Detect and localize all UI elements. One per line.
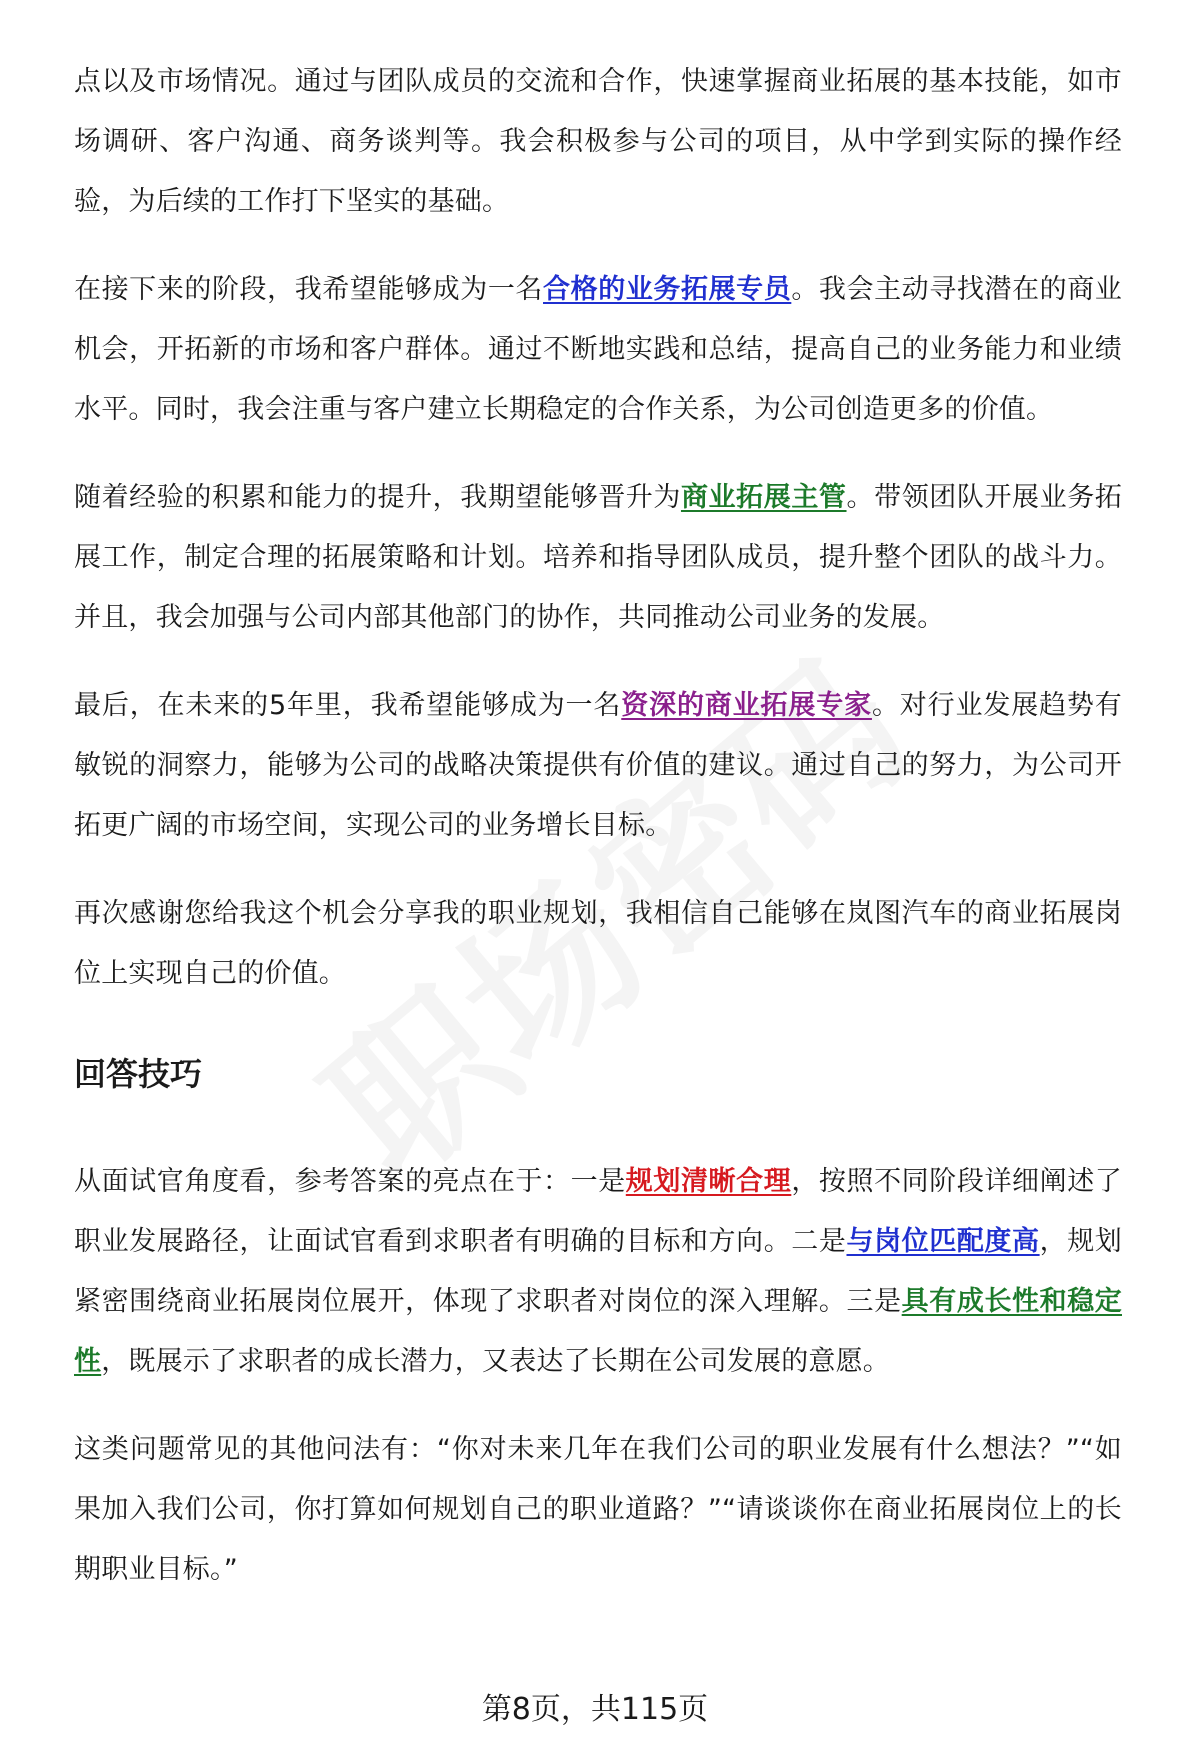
page-footer: 第8页，共115页 — [481, 1692, 709, 1727]
section-heading: 回答技巧 — [74, 1055, 203, 1093]
highlight-qualified-specialist: 合格的业务拓展专员 — [543, 274, 792, 305]
highlight-clear-plan: 规划清晰合理 — [625, 1166, 792, 1197]
tips-1-before: 从面试官角度看，参考答案的亮点在于：一是 — [74, 1166, 626, 1197]
paragraph-2-before: 在接下来的阶段，我希望能够成为一名 — [74, 274, 544, 305]
tips-1-mid2: ，规划紧密围绕商业拓展岗位展开，体现了求职者对岗位的深入理解。三是 — [74, 1226, 1122, 1317]
paragraph-3-after: 。带领团队开展业务拓展工作，制定合理的拓展策略和计划。培养和指导团队成员，提升整个团队的战斗力。并且，我会加强与公司内部其他部门的协作，共同推动公司业务的发展。 — [74, 482, 1123, 633]
tips-1-mid1: ，按照不同阶段详细阐述了职业发展路径，让面试官看到求职者有明确的目标和方向。二是 — [74, 1166, 1123, 1257]
highlight-job-match: 与岗位匹配度高 — [846, 1226, 1040, 1257]
highlight-supervisor: 商业拓展主管 — [680, 482, 847, 513]
paragraph-2 — [74, 260, 1122, 440]
tips-paragraph-1 — [74, 1152, 1122, 1392]
paragraph-5-text: 再次感谢您给我这个机会分享我的职业规划，我相信自己能够在岚图汽车的商业拓展岗位上实现自己的价值。 — [74, 898, 1122, 989]
paragraph-3-before: 随着经验的积累和能力的提升，我期望能够晋升为 — [74, 482, 681, 513]
paragraph-4 — [74, 676, 1122, 856]
paragraph-2-after: 。我会主动寻找潜在的商业机会，开拓新的市场和客户群体。通过不断地实践和总结，提高自己的业务能力和业绩水平。同时，我会注重与客户建立长期稳定的合作关系，为公司创造更多的价值。 — [74, 274, 1122, 425]
tips-2-text: 这类问题常见的其他问法有：“你对未来几年在我们公司的职业发展有什么想法？”“如果加入我们公司，你打算如何规划自己的职业道路？”“请谈谈你在商业拓展岗位上的长期职业目标。” — [74, 1434, 1122, 1585]
paragraph-4-after: 。对行业发展趋势有敏锐的洞察力，能够为公司的战略决策提供有价值的建议。通过自己的努力，为公司开拓更广阔的市场空间，实现公司的业务增长目标。 — [74, 690, 1122, 841]
tips-1-after: ，既展示了求职者的成长潜力，又表达了长期在公司发展的意愿。 — [101, 1346, 891, 1377]
tips-paragraph-2 — [74, 1420, 1122, 1600]
paragraph-4-before: 最后，在未来的5年里，我希望能够成为一名 — [74, 690, 622, 721]
highlight-growth-stability: 具有成长性和稳定性 — [74, 1286, 1122, 1377]
paragraph-1 — [74, 52, 1122, 232]
document-page — [74, 52, 1122, 1628]
highlight-senior-expert: 资深的商业拓展专家 — [621, 690, 872, 721]
paragraph-1-text: 点以及市场情况。通过与团队成员的交流和合作，快速掌握商业拓展的基本技能，如市场调研、客户沟通、商务谈判等。我会积极参与公司的项目，从中学到实际的操作经验，为后续的工作打下坚实的基础。 — [74, 66, 1122, 217]
paragraph-3 — [74, 468, 1122, 648]
paragraph-5 — [74, 884, 1122, 1004]
